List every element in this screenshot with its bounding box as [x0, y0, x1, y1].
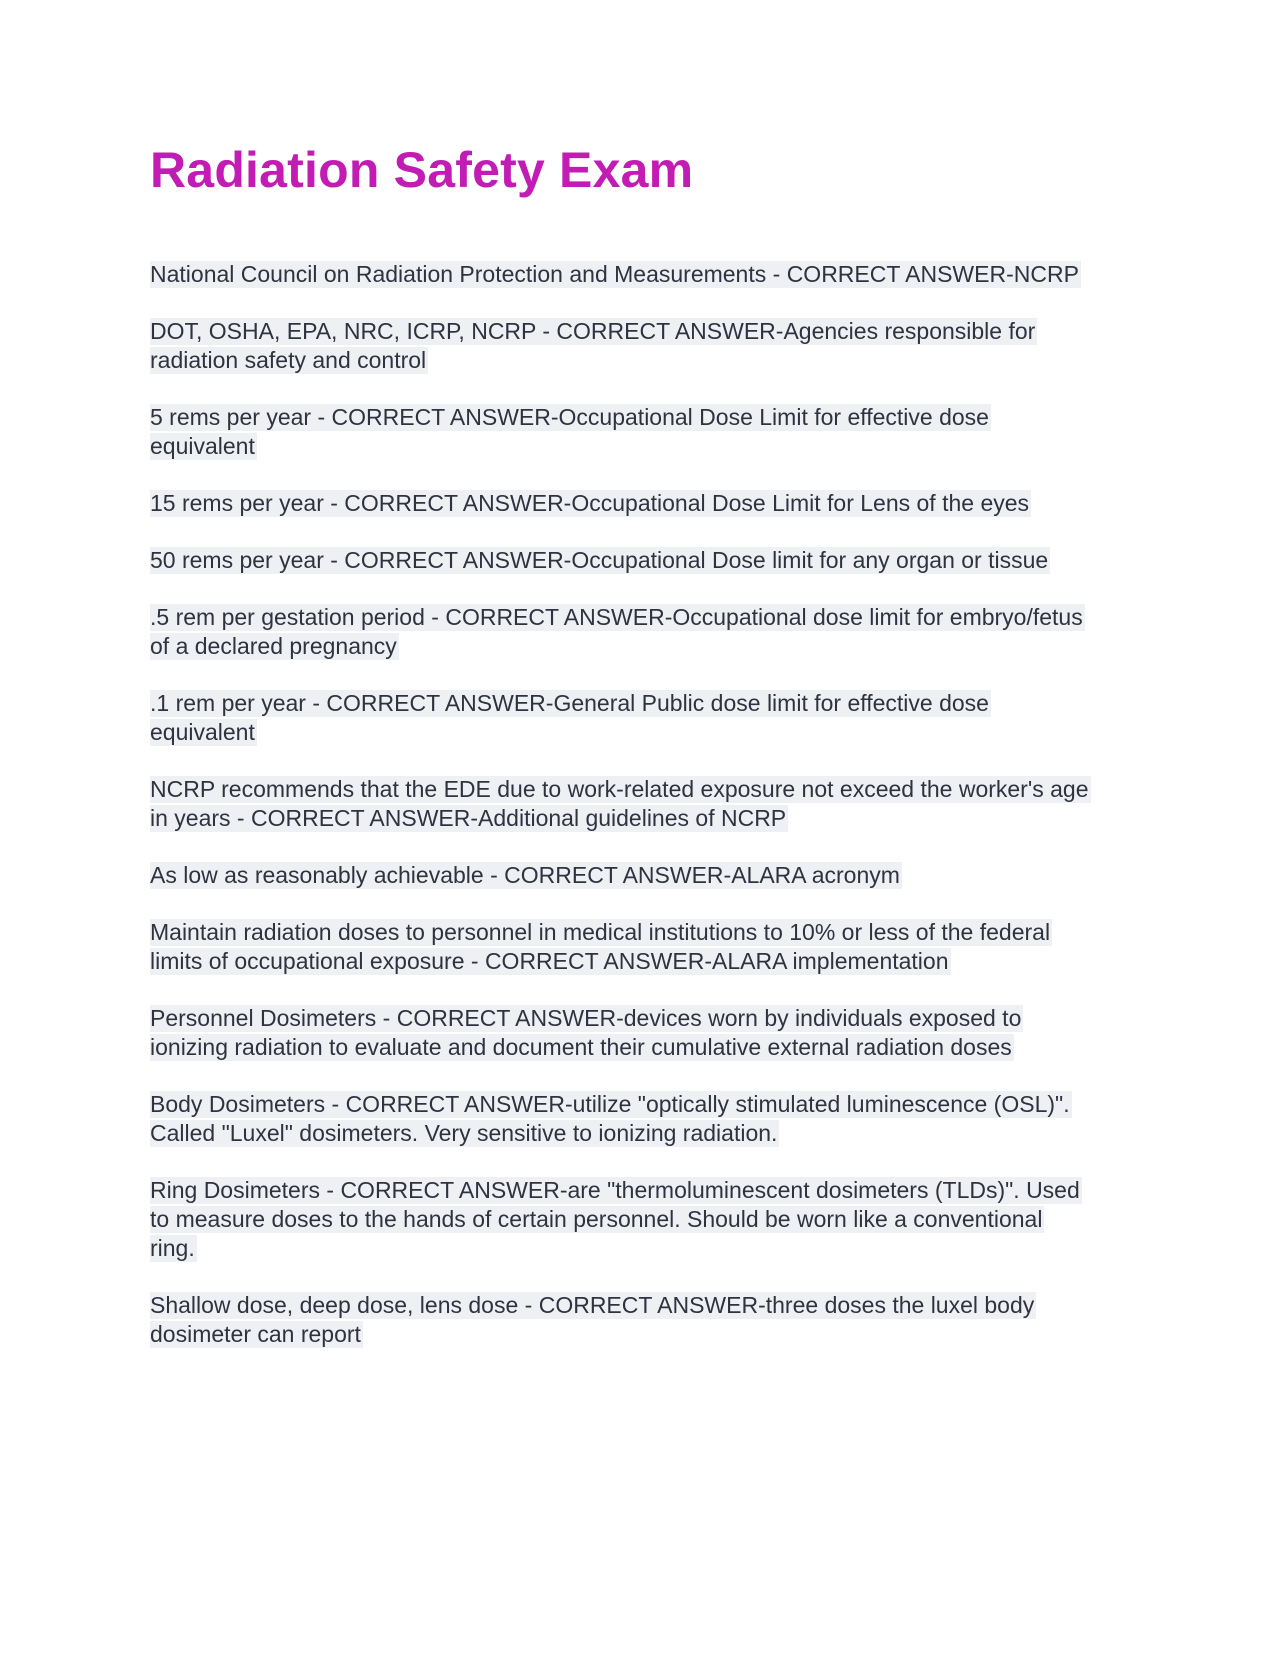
- qa-question: 5 rems per year: [150, 404, 312, 430]
- qa-item-text: [150, 1292, 1036, 1348]
- qa-question: Body Dosimeters: [150, 1091, 326, 1117]
- qa-question: Personnel Dosimeters: [150, 1005, 377, 1031]
- qa-item: [150, 1004, 1130, 1062]
- qa-item: [150, 317, 1130, 375]
- qa-item-text: [150, 318, 1037, 374]
- qa-separator: - CORRECT ANSWER-: [325, 1091, 573, 1117]
- qa-item: [150, 1090, 1130, 1148]
- qa-separator: - CORRECT ANSWER-: [230, 805, 479, 831]
- qa-answer: Additional guidelines of NCRP: [478, 805, 787, 831]
- qa-question: Shallow dose, deep dose, lens dose: [150, 1292, 519, 1318]
- qa-answer: Occupational Dose Limit for effective dose equivalent: [150, 404, 989, 459]
- qa-item-text: [150, 261, 1081, 288]
- qa-answer: General Public dose limit for effective dose equivalent: [150, 690, 989, 745]
- qa-answer: Occupational dose limit for embryo/fetus of a declared pregnancy: [150, 604, 1083, 659]
- qa-item: [150, 489, 1130, 518]
- qa-item-text: [150, 490, 1031, 517]
- qa-answer: Occupational Dose Limit for Lens of the eyes: [571, 490, 1030, 516]
- qa-item-text: [150, 404, 991, 460]
- qa-question: .1 rem per year: [150, 690, 306, 716]
- qa-item: [150, 918, 1130, 976]
- qa-answer: Occupational Dose limit for any organ or tissue: [571, 547, 1049, 573]
- qa-separator: - CORRECT ANSWER-: [483, 862, 732, 888]
- qa-separator: - CORRECT ANSWER-: [518, 1292, 766, 1318]
- qa-question: DOT, OSHA, EPA, NRC, ICRP, NCRP: [150, 318, 536, 344]
- qa-item: [150, 1291, 1130, 1349]
- qa-item-text: [150, 1177, 1082, 1262]
- qa-item: [150, 603, 1130, 661]
- qa-question: 50 rems per year: [150, 547, 324, 573]
- qa-question: NCRP recommends that the EDE due to work-related exposure not exceed the worker's age in years: [150, 776, 1089, 831]
- qa-answer: utilize "optically stimulated luminescence (OSL)". Called "Luxel" dosimeters. Very sensitive to ionizing radiation.: [150, 1091, 1070, 1146]
- qa-item-text: [150, 1091, 1072, 1147]
- qa-separator: - CORRECT ANSWER-: [311, 404, 559, 430]
- qa-item-text: [150, 690, 991, 746]
- qa-item: [150, 403, 1130, 461]
- qa-item-text: [150, 862, 902, 889]
- document-page: [150, 140, 1130, 1377]
- qa-question: As low as reasonably achievable: [150, 862, 484, 888]
- qa-separator: - CORRECT ANSWER-: [376, 1005, 624, 1031]
- qa-question: .5 rem per gestation period: [150, 604, 425, 630]
- qa-separator: - CORRECT ANSWER-: [766, 261, 1014, 287]
- qa-item: [150, 260, 1130, 289]
- qa-separator: - CORRECT ANSWER-: [323, 490, 572, 516]
- qa-item-text: [150, 604, 1085, 660]
- qa-separator: - CORRECT ANSWER-: [535, 318, 784, 344]
- qa-answer: are "thermoluminescent dosimeters (TLDs)". Used to measure doses to the hands of certain personnel. Should be worn like a conventional ring.: [150, 1177, 1080, 1261]
- qa-question: National Council on Radiation Protection and Measurements: [150, 261, 767, 287]
- document-title: Radiation Safety Exam: [150, 142, 694, 198]
- qa-item: [150, 1176, 1130, 1263]
- qa-item: [150, 689, 1130, 747]
- qa-question: Ring Dosimeters: [150, 1177, 320, 1203]
- qa-separator: - CORRECT ANSWER-: [320, 1177, 568, 1203]
- qa-item-text: [150, 1005, 1023, 1061]
- qa-answer: three doses the luxel body dosimeter can report: [150, 1292, 1035, 1347]
- qa-question: Maintain radiation doses to personnel in medical institutions to 10% or less of the federal limits of occupational exposure: [150, 919, 1051, 974]
- qa-item: [150, 861, 1130, 890]
- qa-separator: - CORRECT ANSWER-: [323, 547, 572, 573]
- qa-list: [150, 260, 1130, 1349]
- qa-answer: devices worn by individuals exposed to ionizing radiation to evaluate and document their cumulative external radiation doses: [150, 1005, 1022, 1060]
- qa-item-text: [150, 547, 1050, 574]
- qa-separator: - CORRECT ANSWER-: [305, 690, 554, 716]
- qa-question: 15 rems per year: [150, 490, 324, 516]
- qa-answer: ALARA implementation: [711, 948, 949, 974]
- qa-item-text: [150, 919, 1052, 975]
- qa-answer: Agencies responsible for radiation safety and control: [150, 318, 1036, 373]
- qa-item-text: [150, 776, 1091, 832]
- qa-answer: ALARA acronym: [731, 862, 900, 888]
- qa-separator: - CORRECT ANSWER-: [464, 948, 712, 974]
- qa-item: [150, 546, 1130, 575]
- qa-item: [150, 775, 1130, 833]
- qa-answer: NCRP: [1013, 261, 1079, 287]
- qa-separator: - CORRECT ANSWER-: [424, 604, 673, 630]
